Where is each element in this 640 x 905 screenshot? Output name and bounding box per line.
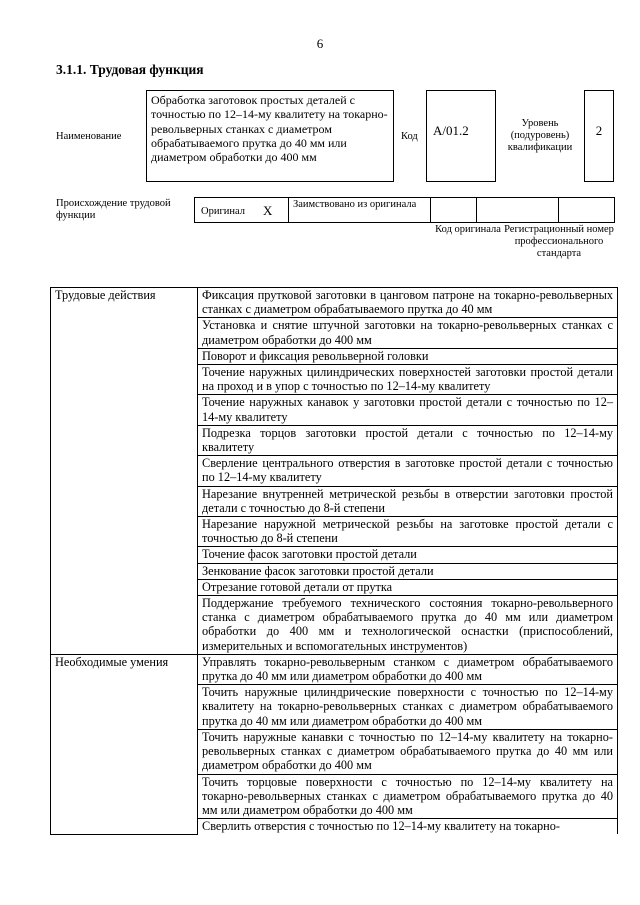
section-title: 3.1.1. Трудовая функция <box>56 62 204 77</box>
labor-action-item: Отрезание готовой детали от прутка <box>198 579 618 595</box>
borrowed-label: Заимствовано из оригинала <box>293 199 417 210</box>
labor-action-item: Точение наружных цилиндрических поверхностей заготовки простой детали на проход и в упор с точностью по 12–14-му квалитету <box>198 365 618 395</box>
skill-item: Точить наружные канавки с точностью по 12–14-му квалитету на токарно-револьверных станках с диаметром обрабатываемого прутка до 40 мм или диаметром обработки до 400 мм <box>198 729 618 774</box>
page-number: 6 <box>316 36 324 51</box>
origin-empty-cell <box>431 198 477 222</box>
origin-code-cell <box>477 198 559 222</box>
level-label: Уровень (подуровень) квалификации <box>507 118 573 153</box>
level-value: 2 <box>584 90 614 182</box>
code-original-caption: Код оригинала <box>435 224 501 235</box>
skill-item: Точить наружные цилиндрические поверхности с точностью по 12–14-му квалитету на токарно-револьверных станках с диаметром обрабатываемого прутка до 40 мм или диаметром обработки до 400 мм <box>198 685 618 730</box>
labor-action-item: Поворот и фиксация револьверной головки <box>198 348 618 364</box>
labor-action-item: Фиксация прутковой заготовки в цанговом патроне на токарно-револьверных станках с диаметром обрабатываемого прутка до 40 мм <box>198 288 618 318</box>
original-mark: X <box>263 203 273 218</box>
code-value: А/01.2 <box>426 90 496 182</box>
origin-original-cell <box>195 198 289 222</box>
reg-number-caption: Регистрационный номер профессионального стандарта <box>504 224 614 259</box>
skill-item: Управлять токарно-револьверным станком с диаметром обрабатываемого прутка до 40 мм или диаметром обработки до 400 мм <box>198 654 618 684</box>
labor-action-item: Точение фасок заготовки простой детали <box>198 547 618 563</box>
labor-function-table <box>50 287 618 835</box>
labor-action-item: Точение наружных канавок у заготовки простой детали с точностью по 12–14-му квалитету <box>198 395 618 425</box>
labor-action-item: Сверление центрального отверстия в заготовке простой детали с точностью по 12–14-му квалитету <box>198 456 618 486</box>
name-label: Наименование <box>56 131 122 142</box>
labor-action-item: Установка и снятие штучной заготовки на токарно-револьверных станках с диаметром обработки до 400 мм <box>198 318 618 348</box>
labor-action-category: Трудовые действия <box>51 288 198 655</box>
code-label: Код <box>401 131 418 142</box>
labor-action-item: Поддержание требуемого технического состояния токарно-револьверного станка с диаметром обрабатываемого прутка до 40 мм или диаметром обработки до 400 мм и технологической оснастки (приспособлений, измерительных и вспомогательных инструментов) <box>198 596 618 655</box>
origin-borrowed-cell <box>289 198 431 222</box>
origin-label: Происхождение трудовой функции <box>56 198 171 221</box>
labor-action-item: Нарезание наружной метрической резьбы на заготовке простой детали с точностью до 8-й степени <box>198 517 618 547</box>
origin-row <box>194 197 615 223</box>
skill-item: Сверлить отверстия с точностью по 12–14-му квалитету на токарно- <box>198 819 618 835</box>
table-row <box>51 288 618 318</box>
labor-action-item: Нарезание внутренней метрической резьбы в отверстии заготовки простой детали с точностью до 8-й степени <box>198 486 618 516</box>
labor-action-item: Зенкование фасок заготовки простой детали <box>198 563 618 579</box>
origin-reg-cell <box>559 198 614 222</box>
skill-category: Необходимые умения <box>51 654 198 834</box>
labor-action-item: Подрезка торцов заготовки простой детали с точностью по 12–14-му квалитету <box>198 425 618 455</box>
function-name-box: Обработка заготовок простых деталей с точностью по 12–14-му квалитету на токарно-револьверных станках с диаметром обрабатываемого прутка до 40 мм или диаметром обработки до 400 мм <box>146 90 394 182</box>
original-label: Оригинал <box>201 206 245 217</box>
table-row <box>51 654 618 684</box>
skill-item: Точить торцовые поверхности с точностью по 12–14-му квалитету на токарно-револьверных станках с диаметром обрабатываемого прутка до 40 мм или диаметром обработки до 400 мм <box>198 774 618 819</box>
